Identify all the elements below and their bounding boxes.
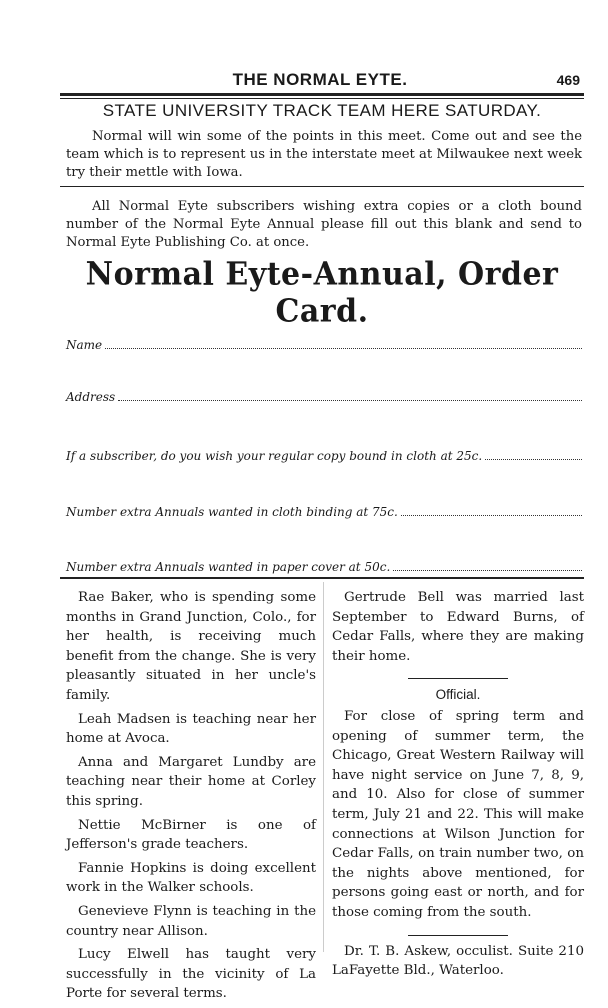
news-item: Anna and Margaret Lundby are teaching near their home at Corley this spring.	[66, 754, 316, 809]
cloth-bound-field-line[interactable]	[485, 458, 582, 460]
cloth-binding-quantity-line[interactable]	[401, 514, 582, 516]
left-column	[66, 588, 316, 1008]
column-divider	[323, 582, 324, 952]
paper-cover-quantity-label: Number extra Annuals wanted in paper cover at 50c.	[66, 560, 391, 574]
cloth-binding-quantity-label: Number extra Annuals wanted in cloth binding at 75c.	[66, 505, 398, 519]
news-item: Leah Madsen is teaching near her home at Avoca.	[66, 711, 316, 747]
address-field-label: Address	[66, 390, 116, 404]
news-item: Gertrude Bell was married last September to Edward Burns, of Cedar Falls, where they are making their home.	[332, 590, 584, 664]
publication-title: THE NORMAL EYTE.	[232, 70, 408, 89]
order-card-title: Normal Eyte-Annual, Order Card.	[85, 256, 559, 330]
header-rule	[60, 93, 584, 99]
cloth-bound-field-label: If a subscriber, do you wish your regular copy bound in cloth at 25c.	[66, 449, 483, 463]
name-field-label: Name	[66, 338, 103, 352]
advertisement: Dr. T. B. Askew, occulist. Suite 210 LaFayette Bld., Waterloo.	[332, 943, 584, 979]
paper-cover-quantity-field[interactable]	[66, 556, 582, 574]
intro-paragraph: Normal will win some of the points in this meet. Come out and see the team which is to represent us in the interstate meet at Milwaukee next week try their mettle with Iowa.	[66, 129, 582, 180]
news-item: Nettie McBirner is one of Jefferson's grade teachers.	[66, 817, 316, 853]
page-header	[60, 70, 580, 94]
headline: STATE UNIVERSITY TRACK TEAM HERE SATURDAY.	[102, 101, 542, 120]
column-rule	[408, 935, 508, 936]
page-number: 469	[556, 72, 580, 88]
news-item: Fannie Hopkins is doing excellent work in the Walker schools.	[66, 860, 316, 896]
news-item: Rae Baker, who is spending some months in Grand Junction, Colo., for her health, is receiving much benefit from the change. She is very pleasantly situated in her uncle's family.	[66, 590, 316, 703]
subscriber-paragraph: All Normal Eyte subscribers wishing extra copies or a cloth bound number of the Normal Eyte Annual please fill out this blank and send to Normal Eyte Publishing Co. at once.	[66, 199, 582, 250]
paper-cover-quantity-line[interactable]	[393, 569, 582, 571]
cloth-bound-field[interactable]	[66, 445, 582, 463]
official-heading: Official.	[435, 687, 481, 703]
address-field[interactable]	[66, 386, 582, 404]
section-rule	[60, 186, 584, 187]
news-item: Genevieve Flynn is teaching in the country near Allison.	[66, 903, 316, 939]
news-item: Lucy Elwell has taught very successfully in the vicinity of La Porte for several terms.	[66, 947, 316, 1002]
name-field[interactable]	[66, 334, 582, 352]
official-notice: For close of spring term and opening of summer term, the Chicago, Great Western Railway will have night service on June 7, 8, 9, and 10. Also for close of summer term, July 21 and 22. This will make connections at Wilson Junction for Cedar Falls, on train number two, on the nights above mentioned, for persons going east or north, and for those coming from the south.	[332, 708, 584, 920]
right-column	[332, 588, 584, 985]
name-field-line[interactable]	[105, 347, 582, 349]
address-field-line[interactable]	[118, 399, 582, 401]
order-card-bottom-rule	[60, 577, 584, 579]
column-rule	[408, 678, 508, 679]
cloth-binding-quantity-field[interactable]	[66, 501, 582, 519]
